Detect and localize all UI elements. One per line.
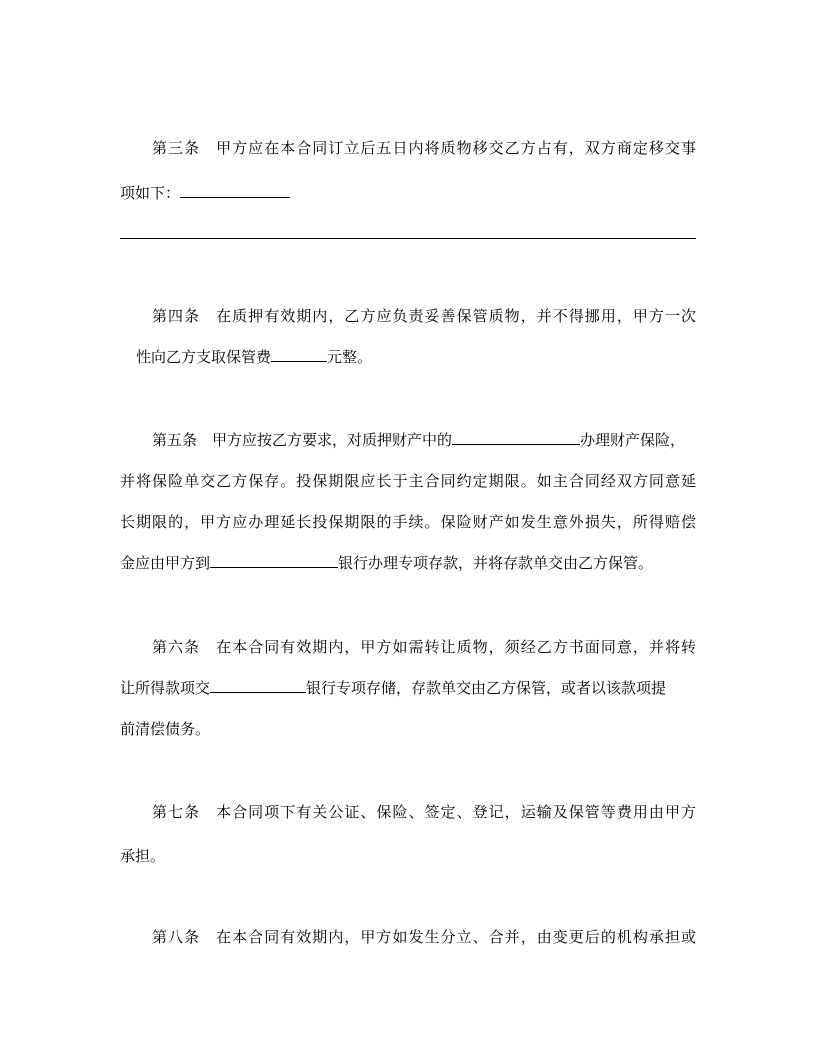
article-6-line-3: 前清偿债务。: [120, 720, 211, 738]
article-5-text-c: 金应由甲方到: [120, 554, 211, 572]
article-3-text: 项如下：: [120, 184, 181, 202]
article-3-line-2: [120, 178, 696, 208]
article-7-line-2: 承担。: [120, 847, 166, 865]
article-5-line-1: [120, 425, 696, 455]
handover-items-blank-line[interactable]: [120, 238, 696, 239]
article-3-line-1: 第三条 甲方应在本合同订立后五日内将质物移交乙方占有，双方商定移交事: [152, 139, 696, 157]
article-4-line-1: 第四条 在质押有效期内，乙方应负责妥善保管质物，并不得挪用，甲方一次: [152, 307, 696, 325]
article-5-text-a: 第五条 甲方应按乙方要求，对质押财产中的: [152, 431, 453, 449]
article-6-text-a: 让所得款项交: [120, 679, 211, 697]
article-5-text-b: 办理财产保险，: [580, 431, 686, 449]
article-7-line-1: 第七条 本合同项下有关公证、保险、签定、登记，运输及保管等费用由甲方: [152, 803, 696, 821]
article-6-line-1: 第六条 在本合同有效期内，甲方如需转让质物，须经乙方书面同意，并将转: [152, 638, 696, 656]
article-8-line-1: 第八条 在本合同有效期内，甲方如发生分立、合并，由变更后的机构承担或: [152, 928, 696, 946]
insured-property-blank[interactable]: [452, 427, 580, 445]
article-5-line-2: 并将保险单交乙方保存。投保期限应长于主合同约定期限。如主合同经双方同意延: [120, 472, 696, 490]
deposit-bank-blank[interactable]: [210, 550, 338, 568]
article-5-line-4: [120, 548, 696, 578]
article-4-text-a: 性向乙方支取保管费: [136, 348, 272, 366]
article-6-text-b: 银行专项存储，存款单交由乙方保管，或者以该款项提: [306, 679, 667, 697]
custody-fee-blank[interactable]: [271, 344, 327, 362]
article-4-line-2: [120, 342, 712, 372]
article-5-line-3: 长期限的，甲方应办理延长投保期限的手续。保险财产如发生意外损失，所得赔偿: [120, 513, 696, 531]
transfer-bank-blank[interactable]: [210, 675, 306, 693]
handover-items-blank[interactable]: [180, 180, 290, 198]
article-6-line-2: [120, 673, 696, 703]
article-4-text-b: 元整。: [327, 348, 373, 366]
article-5-text-d: 银行办理专项存款，并将存款单交由乙方保管。: [338, 554, 654, 572]
